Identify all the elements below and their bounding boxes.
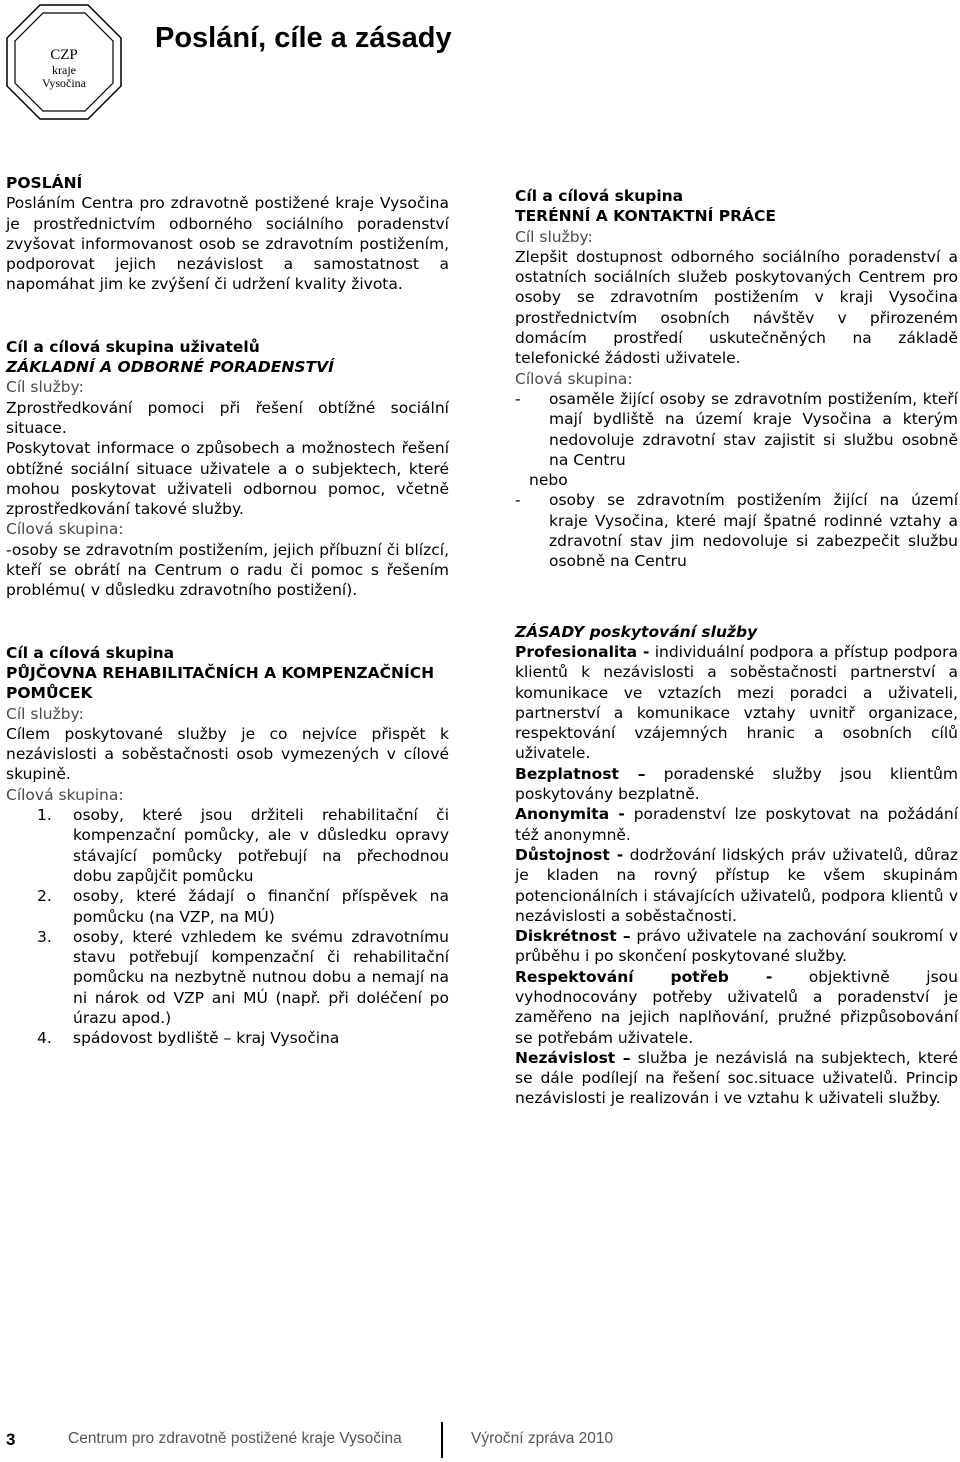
s1-title: Cíl a cílová skupina uživatelů <box>6 337 260 356</box>
dash-marker: - <box>515 491 521 510</box>
s2-title: Cíl a cílová skupina <box>6 643 175 662</box>
s2-list <box>6 805 449 1049</box>
principle-text: poradenské služby jsou klientům poskytovány bezplatně. <box>515 764 958 804</box>
principle-text: poradenství lze poskytovat na požádání též anonymně. <box>515 805 959 844</box>
principle-profesionalita <box>515 642 958 764</box>
principle-term: Diskrétnost – <box>515 927 631 946</box>
s3-item-2: osoby se zdravotním postižením žijící na území kraje Vysočina, které mají špatné rodinné vztahy a zdravotní stav jim nedovoluje si zabezpečit službu osobně na Centru <box>549 491 958 571</box>
list-item-number: 1. <box>37 806 52 825</box>
poslani-text: Posláním Centra pro zdravotně postižené kraje Vysočina je prostřednictvím odborného sociálního poradenství zvyšovat informovanost osob se zdravotním postižením, podporovat jejich nezávislost a samostatnost a napomáhat jim ke zvýšení či udržení kvality života. <box>6 194 449 294</box>
principle-text: právo uživatele na zachování soukromí v průběhu i po skončení poskytované služby. <box>515 927 959 966</box>
principle-term: Důstojnost - <box>515 845 624 864</box>
list-item-number: 3. <box>37 927 52 946</box>
principle-bezplatnost <box>515 764 958 805</box>
list-item-number: 2. <box>37 887 52 906</box>
list-item-text: spádovost bydliště – kraj Vysočina <box>73 1029 340 1048</box>
principle-text: dodržování lidských práv uživatelů, důraz je kladen na rovný přístup ke všem skupinám potencionálních i stávajících uživatelů, podpora klientů v nezávislosti a soběstačnosti. <box>515 845 958 925</box>
principle-respektovani <box>515 967 958 1048</box>
page-footer <box>0 1422 960 1462</box>
list-item-text: osoby, které jsou držiteli rehabilitační či kompenzační pomůcky, ale v důsledku opravy stávající pomůcky potřebují na přechodnou dobu zapůjčit pomůcku <box>73 806 449 885</box>
principle-term: Bezplatnost – <box>515 764 646 783</box>
page-title: Poslání, cíle a zásady <box>155 22 452 54</box>
principle-term: Respektování potřeb - <box>515 967 773 986</box>
s2-subtitle: PŮJČOVNA REHABILITAČNÍCH A KOMPENZAČNÍCH POMŮCEK <box>6 663 435 703</box>
s1-cil-label: Cíl služby: <box>6 378 84 397</box>
s1-cil-text-2: Poskytovat informace o způsobech a možnostech řešení obtížné sociální situace uživatele a o subjektech, které mohou poskytovat uživateli odbornou pomoc, včetně zprostředkování takové služby. <box>6 439 449 519</box>
footer-divider <box>441 1422 443 1458</box>
principle-dustojnost <box>515 845 958 926</box>
logo-text-vysocina: Vysočina <box>42 76 86 90</box>
s3-cil-text: Zlepšit dostupnost odborného sociálního poradenství a ostatních sociálních služeb poskytovaných Centrem pro osoby se zdravotním postižením v kraji Vysočina prostřednictvím osobních návštěv v přirozeném domácím prostředí uskutečněných na základě telefonické žádosti uživatele. <box>515 247 958 368</box>
list-item-number: 4. <box>37 1029 52 1048</box>
principle-text: objektivně jsou vyhodnocovány potřeby uživatelů a poradenství je zaměřeno na jejich naplňování, pružné přizpůsobování se potřebám uživatele. <box>515 967 958 1047</box>
list-item-text: osoby, které žádají o finanční příspěvek na pomůcku (na VZP, na MÚ) <box>73 887 449 926</box>
zasady-heading: ZÁSADY poskytování služby <box>515 622 758 641</box>
left-column <box>6 173 449 1049</box>
page-number: 3 <box>6 1430 16 1449</box>
principle-text: služba je nezávislá na subjektech, které se dále podílejí na řešení soc.situace uživatelů. Princip nezávislosti je realizován i ve vztahu k uživateli služby. <box>515 1048 959 1108</box>
logo <box>6 4 122 120</box>
dash-marker: - <box>515 389 521 408</box>
list-item <box>6 886 449 927</box>
list-item-text: osoby, které vzhledem ke svému zdravotnímu stavu potřebují kompenzační či rehabilitační pomůcku na nezbytně nutnou dobu a nemají na ni nárok od VZP ani MÚ (např. při doléčení po úrazu apod.) <box>73 927 449 1027</box>
logo-text-kraje: kraje <box>52 63 76 77</box>
s2-cil-label: Cíl služby: <box>6 704 84 723</box>
s1-subtitle: ZÁKLADNÍ A ODBORNÉ PORADENSTVÍ <box>6 358 334 377</box>
s3-skupina-label: Cílová skupina: <box>515 369 633 388</box>
right-column <box>515 186 958 1109</box>
s1-skupina-text: -osoby se zdravotním postižením, jejich příbuzní či blízcí, kteří se obrátí na Centrum o radu či pomoc s řešením problému( v důsledku zdravotního postižení). <box>6 540 449 600</box>
footer-report-title: Výroční zpráva 2010 <box>471 1430 614 1447</box>
s2-skupina-label: Cílová skupina: <box>6 785 124 804</box>
principle-term: Anonymita - <box>515 805 625 824</box>
list-item <box>515 490 958 571</box>
principle-term: Profesionalita - <box>515 642 650 661</box>
s3-subtitle: TERÉNNÍ A KONTAKTNÍ PRÁCE <box>515 207 776 226</box>
logo-octagon <box>6 4 122 120</box>
list-item <box>6 1028 449 1048</box>
footer-organization: Centrum pro zdravotně postižené kraje Vysočina <box>68 1430 402 1447</box>
s1-skupina-label: Cílová skupina: <box>6 520 124 539</box>
s3-cil-label: Cíl služby: <box>515 227 593 246</box>
principle-term: Nezávislost – <box>515 1048 631 1067</box>
s3-nebo: nebo <box>529 471 568 490</box>
logo-text-czp: CZP <box>50 47 78 63</box>
poslani-heading: POSLÁNÍ <box>6 174 83 192</box>
list-item <box>6 805 449 886</box>
principle-text: individuální podpora a přístup podpora klientů k nezávislosti a soběstačnosti partnerství a komunikace ve vztazích mezi poradci a uživateli, partnerství a komunikace vztahy uvnitř organizace, respektování vzájemných hranic a osobních cílů uživatele. <box>515 642 958 763</box>
s2-cil-text: Cílem poskytované služby je co nejvíce přispět k nezávislosti a soběstačnosti osob vymezených v cílové skupině. <box>6 724 449 784</box>
list-item <box>515 389 958 470</box>
principle-nezavislost <box>515 1048 958 1109</box>
s3-title: Cíl a cílová skupina <box>515 187 684 205</box>
principle-diskretnost <box>515 926 958 967</box>
principle-anonymita <box>515 804 958 845</box>
s3-item-1: osaměle žijící osoby se zdravotním postižením, kteří mají bydliště na území kraje Vysočina a kterým nedovoluje zdravotní stav zajistit si službu osobně na Centru <box>549 389 958 469</box>
list-item <box>6 927 449 1028</box>
s1-cil-text-1: Zprostředkování pomoci při řešení obtížné sociální situace. <box>6 398 449 437</box>
